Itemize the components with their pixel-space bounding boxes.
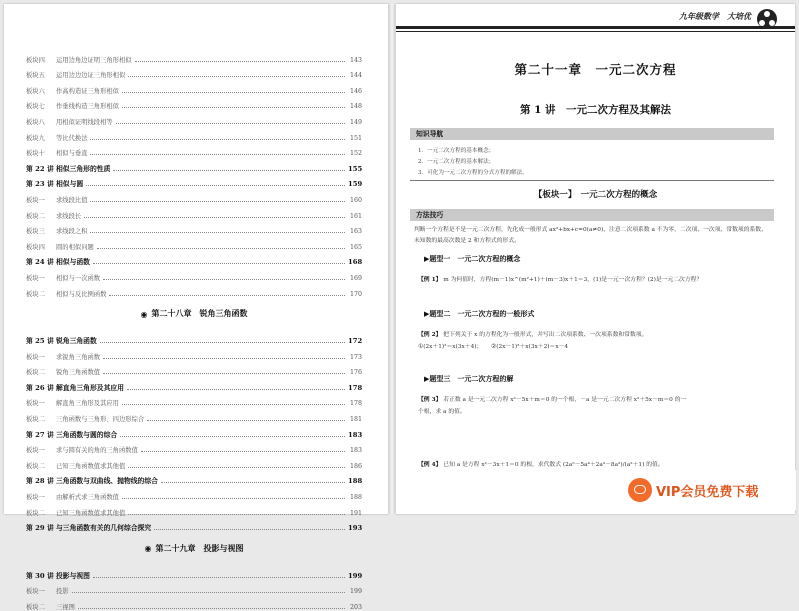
dot-leader (78, 608, 345, 609)
dot-leader (113, 170, 345, 171)
toc-item-row[interactable] (26, 345, 362, 361)
dot-leader (135, 61, 345, 62)
dot-leader (116, 123, 345, 124)
toc-page-number: 168 (348, 258, 363, 267)
toc-item-row[interactable] (26, 580, 362, 596)
toc-item-row[interactable] (26, 95, 362, 111)
toc-item-row[interactable] (26, 79, 362, 95)
header-rule-thin (396, 31, 795, 32)
dot-leader (109, 295, 345, 296)
dot-leader (84, 217, 345, 218)
toc-title: 求线段之积 (56, 228, 88, 236)
toc-title: 已知三角函数值求其他值 (56, 509, 126, 517)
dot-leader (103, 279, 345, 280)
toc-item-row[interactable] (26, 407, 362, 423)
target-bullet-icon: ◉ (144, 543, 152, 554)
toc-item-row[interactable] (26, 595, 362, 611)
toc-label: 第 30 讲 (26, 571, 54, 580)
dot-leader (141, 451, 345, 452)
block-title: 【板块一】 一元二次方程的概念 (533, 190, 658, 200)
toc-page-number: 160 (349, 196, 362, 204)
toc-title: 已知三角函数值求其他值 (56, 462, 126, 470)
toc-label: 板块十 (26, 150, 45, 158)
toc-page-number: 199 (349, 588, 362, 596)
toc-page-number: 191 (349, 509, 362, 517)
toc-label: 板块八 (26, 118, 45, 126)
watermark-banner[interactable] (620, 470, 796, 510)
example-continued: 个根，求 a 的值。 (418, 409, 466, 415)
dot-leader (128, 76, 345, 77)
dot-leader (100, 342, 345, 343)
toc-lecture-row[interactable] (26, 470, 362, 486)
toc-item-row[interactable] (26, 126, 362, 142)
toc-chapter-heading (26, 298, 362, 330)
toc-lecture-row[interactable] (26, 517, 362, 533)
toc-page-number: 161 (349, 212, 362, 220)
book-spine (389, 4, 395, 514)
toc-label: 第 25 讲 (26, 337, 54, 346)
toc-item-row[interactable] (26, 110, 362, 126)
method-heading: 方法技巧 (410, 209, 774, 221)
dot-leader (161, 482, 345, 483)
toc-title: 等比代换法 (56, 134, 88, 142)
knowledge-heading: 知识导航 (410, 128, 774, 140)
dot-leader (90, 139, 345, 140)
toc-title: 锐角三角函数值 (56, 369, 101, 377)
toc-item-row[interactable] (26, 220, 362, 236)
dot-leader (122, 92, 345, 93)
toc-title: 三角函数与三角形、四边形综合 (56, 416, 145, 424)
toc-title: 相似与函数 (56, 258, 90, 267)
toc-item-row[interactable] (26, 282, 362, 298)
toc-chapter-heading (26, 532, 362, 564)
toc-page-number: 178 (349, 400, 362, 408)
toc-label: 板块一 (26, 447, 45, 455)
toc-title: 锐角三角函数 (56, 337, 97, 346)
toc-label: 第 22 讲 (26, 164, 54, 173)
example: 【例 2】 把下列关于 x 的方程化为一般形式，并写出二次项系数、一次项系数和常数项。 (418, 332, 648, 338)
dot-leader (122, 107, 345, 108)
toc-page-number: 170 (349, 290, 362, 298)
watermark-text: VIP会员免费下载 (656, 484, 759, 500)
toc-label: 板块二 (26, 212, 45, 220)
toc-title: 由解析式求三角函数值 (56, 494, 119, 502)
toc-label: 板块一 (26, 400, 45, 408)
dot-leader (90, 201, 345, 202)
toc-item-row[interactable] (26, 501, 362, 517)
toc-label: 板块二 (26, 462, 45, 470)
type-heading: ▶题型一 一元二次方程的概念 (424, 254, 521, 263)
toc-label: 第 26 讲 (26, 383, 54, 392)
chat-bubble-icon (628, 478, 652, 502)
toc-label: 板块六 (26, 87, 45, 95)
toc-item-row[interactable] (26, 454, 362, 470)
dot-leader (93, 577, 345, 578)
dot-leader (128, 514, 345, 515)
toc-page-number: 143 (349, 56, 362, 64)
toc-title: 作高构造证三角形相似 (56, 87, 119, 95)
toc-label: 板块一 (26, 274, 45, 282)
knowledge-line: 3．可化为一元二次方程的分式方程的解法。 (418, 170, 528, 176)
toc-lecture-row[interactable] (26, 564, 362, 580)
toc-page-number: 165 (349, 243, 362, 251)
toc-title: 投影 (56, 588, 69, 596)
toc-title: 求与圆有关的角的三角函数值 (56, 447, 138, 455)
toc-title: 运用边角边证明三角形相似 (56, 56, 132, 64)
toc-label: 板块七 (26, 103, 45, 111)
toc-page-number: 199 (348, 571, 363, 580)
toc-chapter-title: 第二十八章 锐角三角函数 (151, 308, 248, 318)
toc-label: 板块二 (26, 509, 45, 517)
toc-page-number: 163 (349, 228, 362, 236)
toc-label: 板块一 (26, 494, 45, 502)
toc-lecture-row[interactable] (26, 251, 362, 267)
type-heading: ▶题型二 一元二次方程的一般形式 (424, 309, 535, 318)
toc-lecture-row[interactable] (26, 173, 362, 189)
toc-item-row[interactable] (26, 485, 362, 501)
toc-page-number: 188 (348, 477, 363, 486)
knowledge-line: 2．一元二次方程的基本解法； (418, 159, 495, 165)
toc-label: 板块五 (26, 72, 45, 80)
toc-page-number: 146 (349, 87, 362, 95)
dot-leader (154, 529, 345, 530)
dot-leader (147, 420, 345, 421)
toc-lecture-row[interactable] (26, 330, 362, 346)
toc-item-row[interactable] (26, 188, 362, 204)
toc-title: 相似与圆 (56, 180, 84, 189)
toc-label: 第 23 讲 (26, 180, 54, 189)
toc-label: 第 28 讲 (26, 477, 54, 486)
toc-page-number: 159 (348, 180, 363, 189)
toc-page-number: 176 (349, 369, 362, 377)
toc-title: 求线段比值 (56, 196, 88, 204)
toc-lecture-row[interactable] (26, 423, 362, 439)
example: 【例 4】 已知 a 是方程 x²－3x＋1＝0 的根，求代数式 (2a⁵－5a⁴＋2a³－8a²)/(a²＋1) 的值。 (418, 462, 664, 468)
dot-leader (72, 592, 345, 593)
toc-page-number: 186 (349, 462, 362, 470)
toc-title: 圆的相似问题 (56, 243, 94, 251)
toc-item-row[interactable] (26, 48, 362, 64)
toc-title: 三角函数与双曲线、抛物线的综合 (56, 477, 158, 486)
toc-item-row[interactable] (26, 142, 362, 158)
toc-label: 板块一 (26, 588, 45, 596)
chapter-title: 第二十一章 一元二次方程 (514, 62, 677, 77)
toc-lecture-row[interactable] (26, 376, 362, 392)
toc-item-row[interactable] (26, 204, 362, 220)
example: 【例 3】 若正数 a 是一元二次方程 x²－5x＋m＝0 的一个根，－a 是一元二次方程 x²＋5x－m＝0 的一 (418, 397, 687, 403)
toc-page-number: 155 (348, 164, 363, 173)
dot-leader (97, 248, 345, 249)
toc-title: 用相似证明线段相等 (56, 118, 113, 126)
toc-title: 解直角三角形及其应用 (56, 400, 119, 408)
toc-title: 三角函数与圆的综合 (56, 430, 118, 439)
toc-title: 求锐角三角函数 (56, 353, 101, 361)
series-title: 九年级数学 大培优 (679, 11, 751, 21)
toc-label: 板块四 (26, 243, 45, 251)
toc-label: 第 24 讲 (26, 258, 54, 267)
toc-label: 板块四 (26, 56, 45, 64)
toc-page-number: 188 (349, 494, 362, 502)
toc-item-row[interactable] (26, 64, 362, 80)
toc-title: 相似三角形的性质 (56, 164, 111, 173)
toc-title: 投影与视图 (56, 571, 90, 580)
dot-leader (103, 358, 345, 359)
table-of-contents (26, 48, 362, 611)
dot-leader (103, 373, 345, 374)
dot-leader (90, 154, 345, 155)
toc-title: 三视图 (56, 604, 75, 611)
toc-label: 板块二 (26, 416, 45, 424)
method-line: 判断一个方程是不是一元二次方程，先化成一般形式 ax²+bx+c=0(a≠0)，注意二次项系数 a 不为零，二次项、一次项、常数项的系数、 (414, 227, 767, 233)
toc-item-row[interactable] (26, 235, 362, 251)
toc-label: 板块三 (26, 228, 45, 236)
toc-item-row[interactable] (26, 439, 362, 455)
toc-label: 第 27 讲 (26, 430, 54, 439)
dot-leader (93, 263, 345, 264)
toc-title: 运用边边边证三角形相似 (56, 72, 126, 80)
toc-label: 板块一 (26, 353, 45, 361)
toc-label: 板块二 (26, 604, 45, 611)
toc-page-number: 203 (349, 604, 362, 611)
dot-leader (128, 467, 345, 468)
toc-item-row[interactable] (26, 266, 362, 282)
toc-page-number: 152 (349, 150, 362, 158)
dot-leader (122, 498, 345, 499)
example: 【例 1】 m 为何值时，方程(m－1)x^(m²+1)＋(m－3)x＋1＝3，(1)是一元一次方程？(2)是一元二次方程？ (418, 277, 703, 283)
example-continued: ①(2x＋1)²＝x(3x＋4)； ②(2x－1)²＋x(3x＋2)＝x－4 (418, 344, 569, 350)
toc-page-number: 183 (349, 447, 362, 455)
toc-title: 解直角三角形及其应用 (56, 383, 124, 392)
type-heading: ▶题型三 一元二次方程的解 (424, 374, 514, 383)
toc-title: 相似与垂直 (56, 150, 88, 158)
lecture-title: 第 1 讲 一元二次方程及其解法 (519, 104, 672, 116)
dot-leader (122, 404, 345, 405)
toc-page-number: 183 (348, 430, 363, 439)
toc-page-number: 193 (348, 524, 363, 533)
target-bullet-icon: ◉ (140, 308, 148, 319)
dot-leader (90, 232, 345, 233)
toc-title: 求线段长 (56, 212, 82, 220)
dot-leader (120, 436, 345, 437)
toc-page-number: 169 (349, 274, 362, 282)
toc-label: 板块一 (26, 196, 45, 204)
toc-title: 相似与反比例函数 (56, 290, 107, 298)
right-page (396, 4, 795, 514)
toc-chapter-title: 第二十九章 投影与视图 (155, 542, 244, 553)
left-page (4, 4, 388, 611)
toc-item-row[interactable] (26, 361, 362, 377)
toc-title: 与三角函数有关的几何综合探究 (56, 524, 152, 533)
toc-title: 作垂线构造三角形相似 (56, 103, 119, 111)
toc-page-number: 144 (349, 72, 362, 80)
toc-page-number: 181 (349, 416, 362, 424)
toc-page-number: 173 (349, 353, 362, 361)
dot-leader (127, 389, 345, 390)
knowledge-line: 1．一元二次方程的基本概念； (418, 148, 495, 154)
toc-label: 板块二 (26, 290, 45, 298)
method-line: 未知数的最高次数是 2 和方程式的形式。 (414, 238, 520, 244)
toc-page-number: 151 (349, 134, 362, 142)
dot-leader (86, 185, 345, 186)
toc-lecture-row[interactable] (26, 157, 362, 173)
toc-label: 板块二 (26, 369, 45, 377)
toc-page-number: 178 (348, 383, 363, 392)
toc-page-number: 172 (348, 337, 363, 346)
toc-page-number: 149 (349, 118, 362, 126)
divider (410, 180, 774, 181)
toc-title: 相似与一次函数 (56, 274, 101, 282)
toc-item-row[interactable] (26, 392, 362, 408)
header-rule (396, 26, 795, 29)
toc-page-number: 148 (349, 103, 362, 111)
toc-label: 板块九 (26, 134, 45, 142)
toc-label: 第 29 讲 (26, 524, 54, 533)
